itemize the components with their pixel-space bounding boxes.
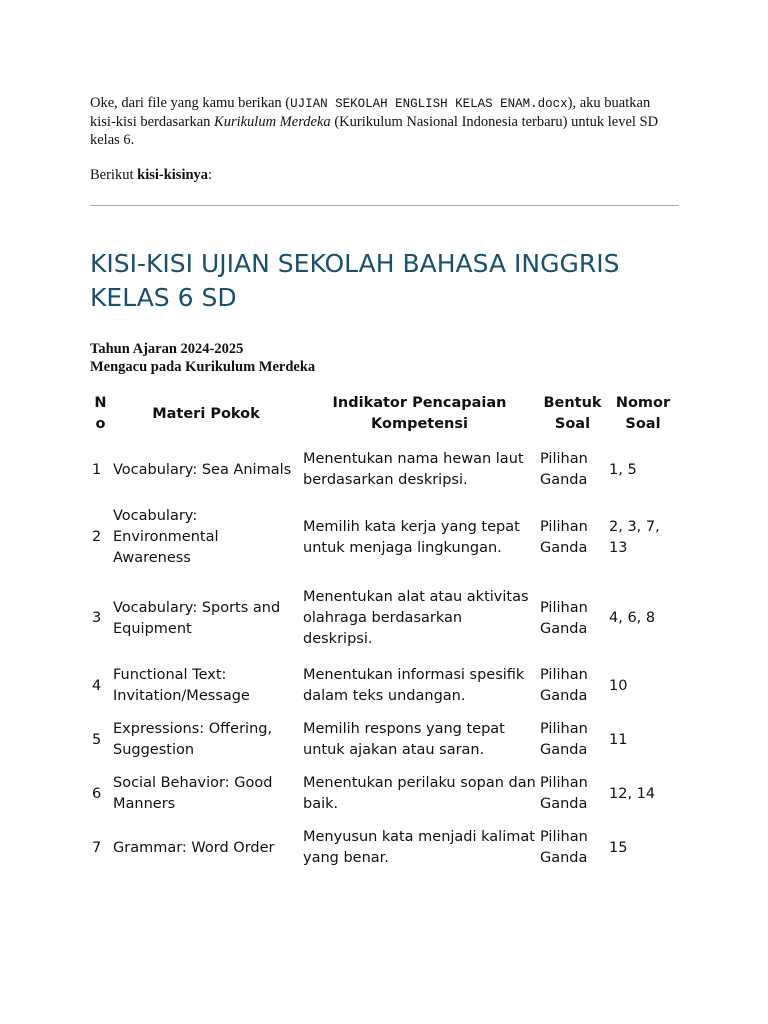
cell-nomor: 2, 3, 7, 13 <box>609 518 660 556</box>
cell-bentuk: Pilihan Ganda <box>540 721 588 758</box>
cell-indikator: Memilih kata kerja yang tepat untuk menjaga lingkungan. <box>303 518 520 556</box>
header-no: No <box>94 395 107 432</box>
cell-materi: Functional Text: Invitation/Message <box>113 667 250 704</box>
section-divider <box>90 205 679 206</box>
cell-indikator: Menentukan alat atau aktivitas olahraga berdasarkan deskripsi. <box>303 589 529 647</box>
cell-materi: Vocabulary: Environmental Awareness <box>113 508 219 566</box>
cell-bentuk: Pilihan Ganda <box>540 518 588 556</box>
intro-text-end: (Kurikulum Nasional Indonesia terbaru) untuk level SD kelas 6. <box>90 114 659 148</box>
table-row <box>90 821 679 875</box>
cell-materi: Vocabulary: Sports and Equipment <box>113 599 281 637</box>
header-nomor-soal: Nomor Soal <box>615 395 671 432</box>
intro-paragraph <box>90 94 679 149</box>
lead-in-colon: : <box>208 167 213 183</box>
header-bentuk-soal: Bentuk Soal <box>543 395 602 432</box>
cell-indikator: Menentukan nama hewan laut berdasarkan deskripsi. <box>303 451 524 488</box>
cell-nomor: 12, 14 <box>609 785 656 802</box>
cell-no: 6 <box>92 785 102 802</box>
table-row <box>90 578 679 659</box>
lead-in-bold: kisi-kisinya <box>137 167 209 183</box>
intro-text-middle: ), aku buatkan kisi-kisi berdasarkan <box>90 95 651 130</box>
lead-in-text: Berikut <box>90 167 138 183</box>
curriculum-reference: Mengacu pada Kurikulum Merdeka <box>90 359 316 375</box>
cell-nomor: 1, 5 <box>609 461 637 478</box>
cell-bentuk: Pilihan Ganda <box>540 599 588 637</box>
cell-nomor: 10 <box>609 677 628 694</box>
cell-no: 7 <box>92 839 102 856</box>
cell-materi: Vocabulary: Sea Animals <box>113 461 292 478</box>
cell-no: 4 <box>92 677 102 694</box>
table-row <box>90 443 679 497</box>
header-indikator: Indikator Pencapaian Kompetensi <box>332 395 507 432</box>
cell-materi: Social Behavior: Good Manners <box>113 775 273 812</box>
cell-indikator: Memilih respons yang tepat untuk ajakan atau saran. <box>303 721 505 758</box>
cell-bentuk: Pilihan Ganda <box>540 775 588 812</box>
cell-indikator: Menentukan informasi spesifik dalam teks undangan. <box>303 667 525 704</box>
cell-nomor: 11 <box>609 731 628 748</box>
table-row <box>90 713 679 767</box>
document-page <box>90 94 679 875</box>
cell-no: 1 <box>92 461 102 478</box>
cell-no: 5 <box>92 731 102 748</box>
cell-bentuk: Pilihan Ganda <box>540 667 588 704</box>
cell-no: 2 <box>92 529 102 545</box>
cell-no: 3 <box>92 610 102 626</box>
table-row <box>90 659 679 713</box>
intro-text-start: Oke, dari file yang kamu berikan ( <box>90 95 291 111</box>
curriculum-name: Kurikulum Merdeka <box>214 114 331 130</box>
lead-in-paragraph <box>90 166 679 184</box>
kisi-kisi-table <box>90 393 679 875</box>
table-row <box>90 767 679 821</box>
cell-indikator: Menentukan perilaku sopan dan baik. <box>303 775 536 812</box>
document-meta <box>90 340 679 376</box>
table-row <box>90 497 679 578</box>
file-name: UJIAN SEKOLAH ENGLISH KELAS ENAM.docx <box>290 97 568 111</box>
cell-bentuk: Pilihan Ganda <box>540 451 588 488</box>
document-title: KISI-KISI UJIAN SEKOLAH BAHASA INGGRIS KELAS 6 SD <box>90 249 620 312</box>
cell-indikator: Menyusun kata menjadi kalimat yang benar. <box>303 829 535 866</box>
table-header-row <box>90 393 679 443</box>
cell-nomor: 4, 6, 8 <box>609 610 656 626</box>
cell-nomor: 15 <box>609 839 628 856</box>
cell-materi: Expressions: Offering, Suggestion <box>113 721 273 758</box>
cell-bentuk: Pilihan Ganda <box>540 829 588 866</box>
academic-year: Tahun Ajaran 2024-2025 <box>90 341 244 357</box>
cell-materi: Grammar: Word Order <box>113 839 275 856</box>
header-materi-pokok: Materi Pokok <box>152 405 260 422</box>
